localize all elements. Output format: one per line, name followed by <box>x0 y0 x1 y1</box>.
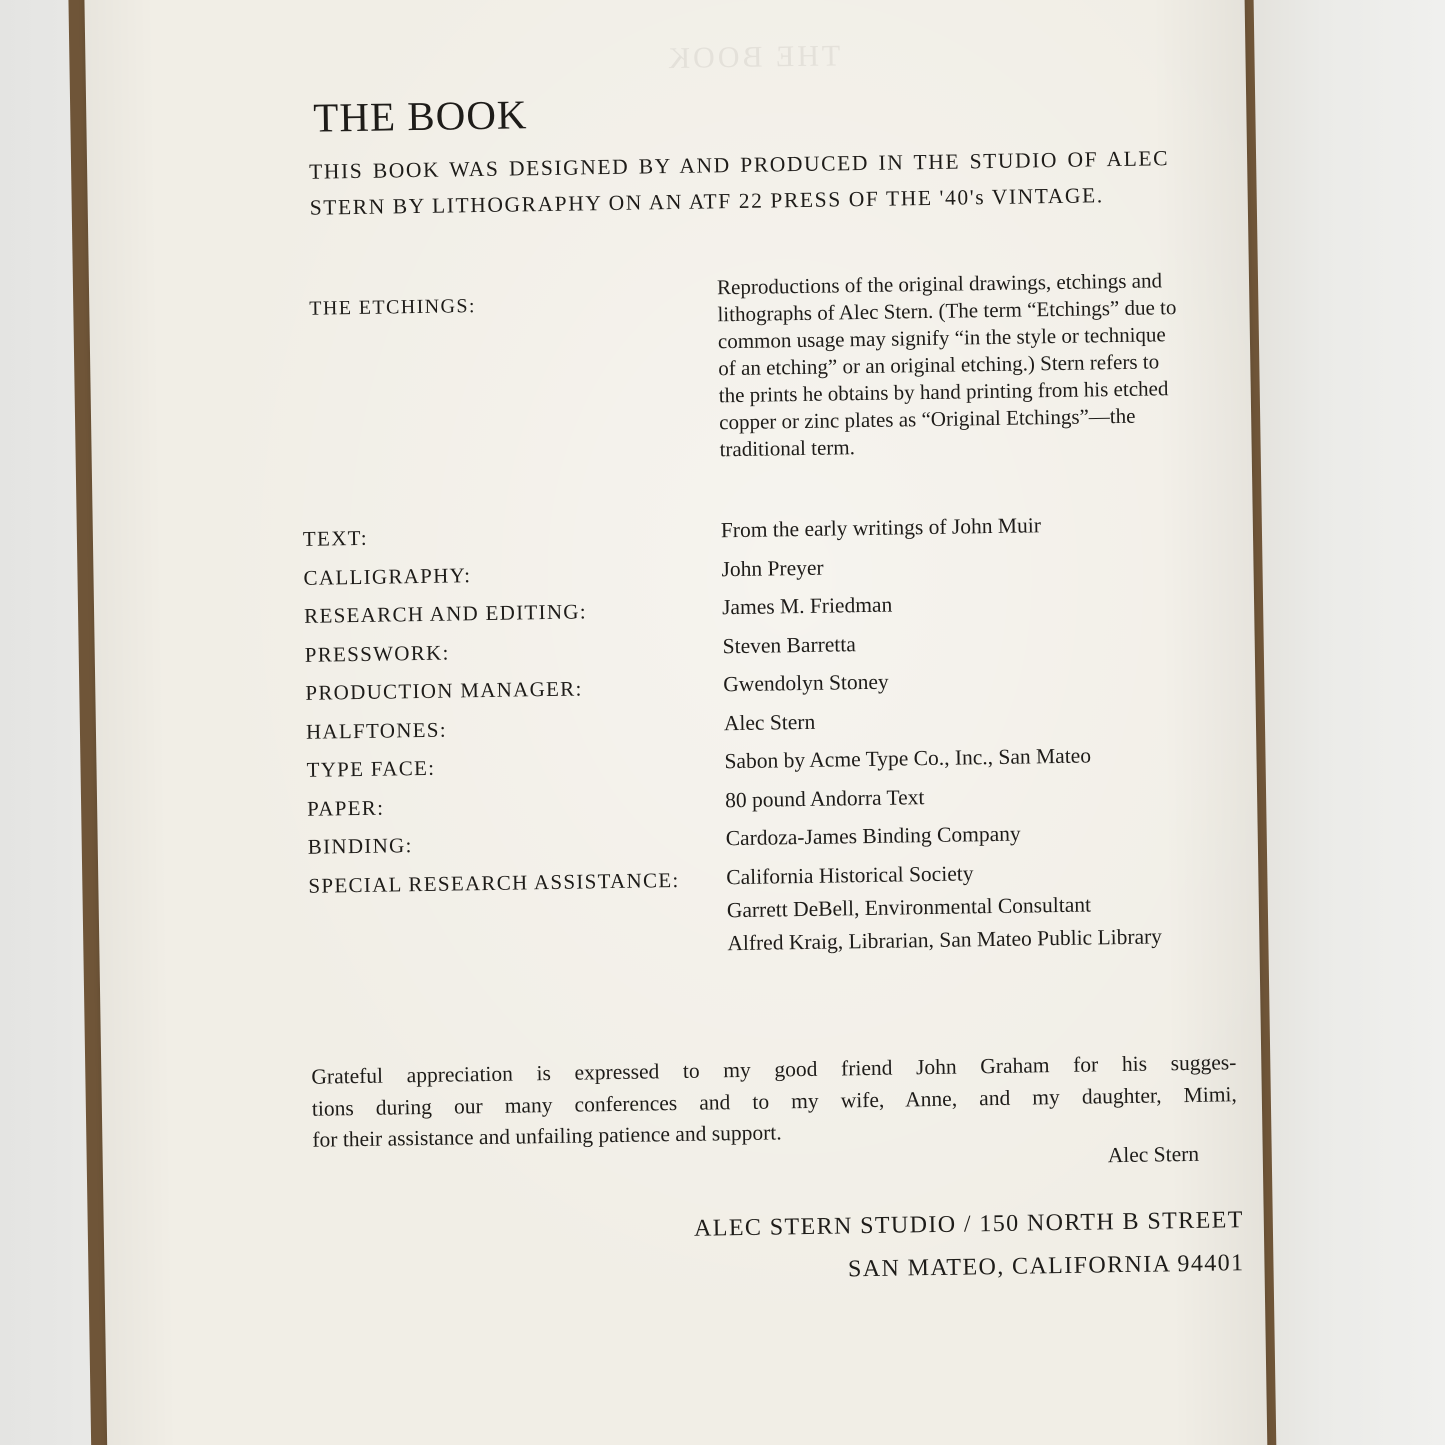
address-line-street: ALEC STERN STUDIO / 150 NORTH B STREET <box>693 1207 1244 1242</box>
credit-value: Cardoza-James Binding Company <box>725 821 1021 851</box>
special-research-line: Garrett DeBell, Environmental Consultant <box>726 892 1092 922</box>
etchings-label: THE ETCHINGS: <box>309 295 477 320</box>
signature: Alec Stern <box>1107 1141 1200 1168</box>
credit-label: HALFTONES: <box>305 717 448 744</box>
page-content <box>84 0 1268 1445</box>
credit-label: PAPER: <box>306 795 385 821</box>
credit-value: Alec Stern <box>723 709 816 735</box>
acknowledgement-line: Grateful appreciation is expressed to my good friend John Graham for his sugges- <box>311 1050 1237 1089</box>
credit-value: James M. Friedman <box>721 592 893 620</box>
credit-label: SPECIAL RESEARCH ASSISTANCE: <box>308 867 680 898</box>
credit-value: Steven Barretta <box>722 631 856 658</box>
show-through-text: THE BOOK <box>665 39 841 76</box>
credit-label: RESEARCH AND EDITING: <box>303 599 588 628</box>
credit-label: TEXT: <box>302 525 369 551</box>
etchings-description: Reproductions of the original drawings, etchings and lithographs of Alec Stern. (The term “Etchings” due to common usage may signify “in the style or technique of an etching” or an original etching.) Stern refers to the prints he obtains by hand printing from his etched copper or zinc plates as “Original Etchings”—the traditional term. <box>716 268 1177 462</box>
credit-value: John Preyer <box>721 555 824 581</box>
credit-value: Gwendolyn Stoney <box>723 669 889 697</box>
special-research-line: California Historical Society <box>726 860 974 889</box>
credit-value: Sabon by Acme Type Co., Inc., San Mateo <box>724 743 1092 774</box>
intro-paragraph: THIS BOOK WAS DESIGNED BY AND PRODUCED IN THE STUDIO OF ALEC STERN BY LITHOGRAPHY ON AN ATF 22 PRESS OF THE '40's VINTAGE. <box>308 146 1170 220</box>
special-research-list <box>726 853 1227 960</box>
acknowledgement-paragraph <box>311 1047 1237 1156</box>
credit-label: PRESSWORK: <box>304 640 450 667</box>
page-title: THE BOOK <box>312 91 528 141</box>
credit-value: From the early writings of John Muir <box>720 513 1042 543</box>
studio-address <box>624 1199 1245 1295</box>
credit-label: BINDING: <box>307 833 413 859</box>
address-line-city: SAN MATEO, CALIFORNIA 94401 <box>847 1250 1245 1283</box>
credit-label: CALLIGRAPHY: <box>303 562 472 590</box>
credit-label: TYPE FACE: <box>306 755 436 782</box>
credit-label: PRODUCTION MANAGER: <box>305 676 583 705</box>
acknowledgement-line: for their assistance and unfailing patience and support. <box>312 1120 782 1152</box>
book-page <box>84 0 1268 1445</box>
credit-value: 80 pound Andorra Text <box>724 784 925 812</box>
special-research-line: Alfred Kraig, Librarian, San Mateo Public Library <box>727 923 1163 955</box>
acknowledgement-line: tions during our many conferences and to my wife, Anne, and my daughter, Mimi, <box>311 1081 1237 1121</box>
credits-list <box>302 506 1249 955</box>
